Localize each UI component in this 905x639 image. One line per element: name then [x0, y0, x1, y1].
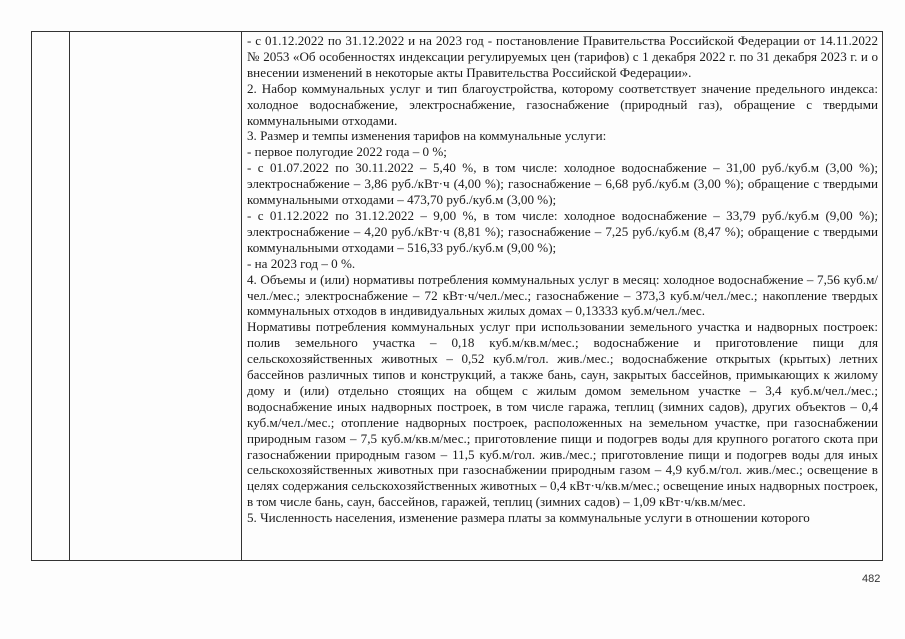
table-column-label: [70, 32, 242, 560]
paragraph-tariff-heading: 3. Размер и темпы изменения тарифов на коммунальные услуги:: [247, 128, 607, 144]
table-column-number: [32, 32, 70, 560]
paragraph-tariff-dec-2022: - с 01.12.2022 по 31.12.2022 – 9,00 %, в том числе: холодное водоснабжение – 33,79 руб./куб.м (9,00 %); электроснабжение – 4,20 руб./кВт·ч (8,81 %); газоснабжение – 7,25 руб./куб.м (8,47 %); обращение с твердыми коммунальными отходами – 516,33 руб./куб.м (9,00 %);: [247, 207, 878, 255]
paragraph-tariff-jul-nov-2022: - с 01.07.2022 по 30.11.2022 – 5,40 %, в том числе: холодное водоснабжение – 31,00 руб./куб.м (3,00 %); электроснабжение – 3,86 руб./кВт·ч (4,00 %); газоснабжение – 6,68 руб./куб.м (3,00 %); обращение с твердыми коммунальными отходами – 473,70 руб./куб.м (3,00 %);: [247, 160, 878, 208]
paragraph-population: 5. Численность населения, изменение размера платы за коммунальные услуги в отношении которого: [247, 510, 810, 526]
table-column-content: [243, 32, 882, 560]
paragraph-tariff-h1-2022: - первое полугодие 2022 года – 0 %;: [247, 144, 447, 160]
content-table: [31, 31, 883, 561]
paragraph-tariff-2023: - на 2023 год – 0 %.: [247, 255, 356, 271]
page-number: 482: [862, 573, 881, 585]
paragraph-land-norms: Нормативы потребления коммунальных услуг при использовании земельного участка и надворных построек: полив земельного участка – 0,18 куб.м/кв.м/мес.; водоснабжение и приготовление пищи для сельскохозяйственных животных – 0,52 куб.м/гол. жив./мес.; водоснабжение открытых (крытых) летних бассейнов различных типов и конструкций, а также бань, саун, закрытых бассейнов, примыкающих к жилому дому и (или) отдельно стоящих на общем с жилым домом земельном участке – 3,4 куб.м/чел./мес.; водоснабжение иных надворных построек, в том числе гаража, теплиц (зимних садов), других объектов – 0,4 куб.м/чел./мес.; отопление надворных построек, расположенных на земельном участке, при газоснабжении природным газом – 7,5 куб.м/кв.м/мес.; приготовление пищи и подогрев воды для крупного рогатого скота при газоснабжении природным газом – 11,5 куб.м/гол. жив./мес.; приготовление пищи и подогрев воды для иных сельскохозяйственных животных при газоснабжении природным газом – 4,9 куб.м/гол. жив./мес.; освещение в целях содержания сельскохозяйственных животных – 0,4 кВт·ч/кв.м/мес.; освещение иных надворных построек, в том числе бань, саун, бассейнов, гаражей, теплиц (зимних садов) – 1,09 кВт·ч/кв.м/мес.: [247, 319, 878, 510]
paragraph-legal-basis: - с 01.12.2022 по 31.12.2022 и на 2023 год - постановление Правительства Российской Федерации от 14.11.2022 № 2053 «Об особенностях индексации регулируемых цен (тарифов) с 1 декабря 2022 г. по 31 декабря 2023 г. и о внесении изменений в некоторые акты Правительства Российской Федерации».: [247, 33, 878, 80]
paragraph-services-set: 2. Набор коммунальных услуг и тип благоустройства, которому соответствует значение предельного индекса: холодное водоснабжение, электроснабжение, газоснабжение (природный газ), обращение с твердыми коммунальными отходами.: [247, 80, 878, 128]
paragraph-consumption-volumes: 4. Объемы и (или) нормативы потребления коммунальных услуг в месяц: холодное водоснабжение – 7,56 куб.м/чел./мес.; электроснабжение – 72 кВт·ч/чел./мес.; газоснабжение – 373,3 куб.м/чел./мес.; накопление твердых коммунальных отходов в индивидуальных жилых домах – 0,13333 куб.м/чел./мес.: [247, 271, 878, 319]
